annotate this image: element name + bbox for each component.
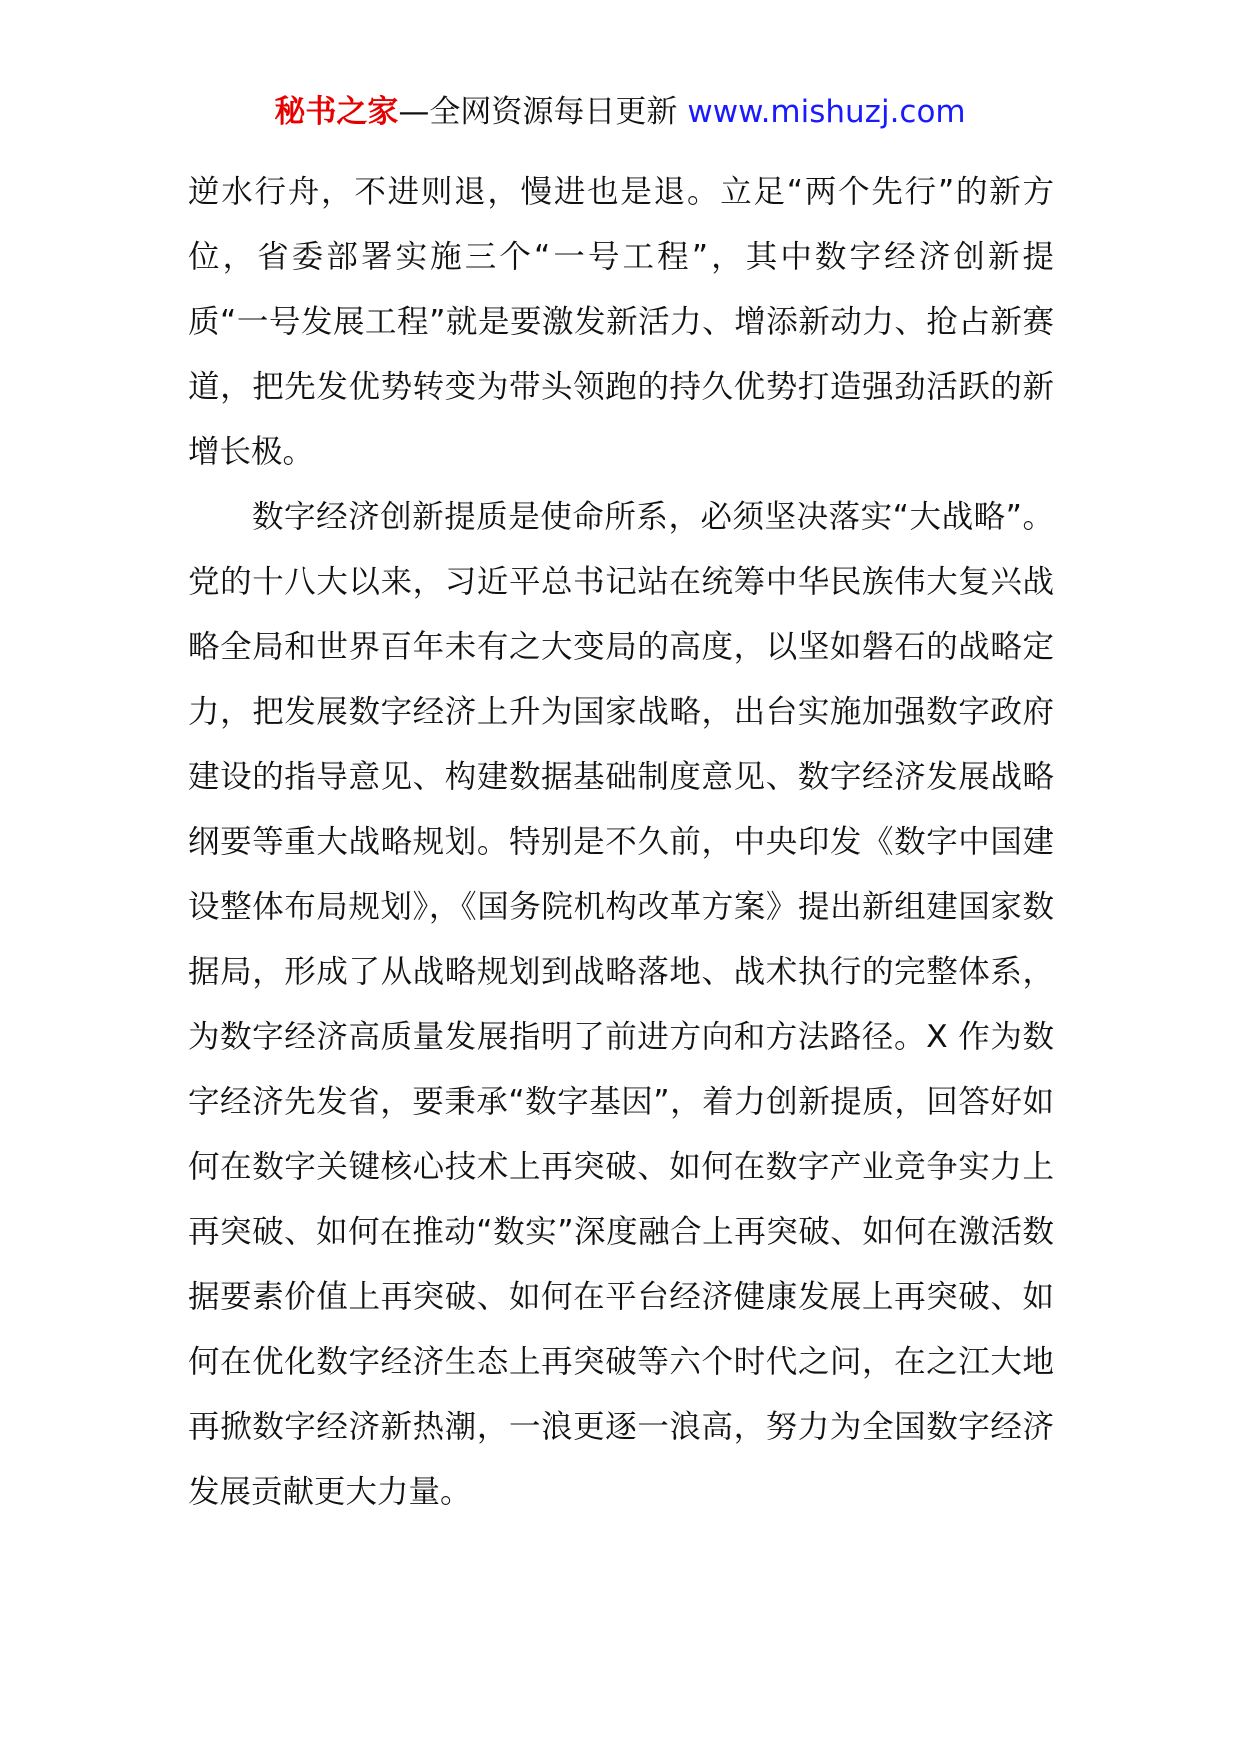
document-body [188, 160, 1054, 1525]
paragraph-1: 逆水行舟，不进则退，慢进也是退。立足“两个先行”的新方位，省委部署实施三个“一号工程”，其中数字经济创新提质“一号发展工程”就是要激发新活力、增添新动力、抢占新赛道，把先发优势转变为带头领跑的持久优势打造强劲活跃的新增长极。 [188, 174, 1054, 470]
paragraph-2: 数字经济创新提质是使命所系，必须坚决落实“大战略”。党的十八大以来，习近平总书记站在统筹中华民族伟大复兴战略全局和世界百年未有之大变局的高度，以坚如磐石的战略定力，把发展数字经济上升为国家战略，出台实施加强数字政府建设的指导意见、构建数据基础制度意见、数字经济发展战略纲要等重大战略规划。特别是不久前，中央印发《数字中国建设整体布局规划》，《国务院机构改革方案》提出新组建国家数据局，形成了从战略规划到战略落地、战术执行的完整体系，为数字经济高质量发展指明了前进方向和方法路径。X 作为数字经济先发省，要秉承“数字基因”，着力创新提质，回答好如何在数字关键核心技术上再突破、如何在数字产业竞争实力上再突破、如何在推动“数实”深度融合上再突破、如何在激活数据要素价值上再突破、如何在平台经济健康发展上再突破、如何在优化数字经济生态上再突破等六个时代之问，在之江大地再掀数字经济新热潮，一浪更逐一浪高，努力为全国数字经济发展贡献更大力量。 [188, 499, 1054, 1510]
website-link[interactable]: www.mishuzj.com [687, 94, 966, 130]
header-slogan: —全网资源每日更新 [398, 94, 678, 130]
page-header [0, 92, 1240, 132]
brand-name: 秘书之家 [274, 94, 399, 130]
